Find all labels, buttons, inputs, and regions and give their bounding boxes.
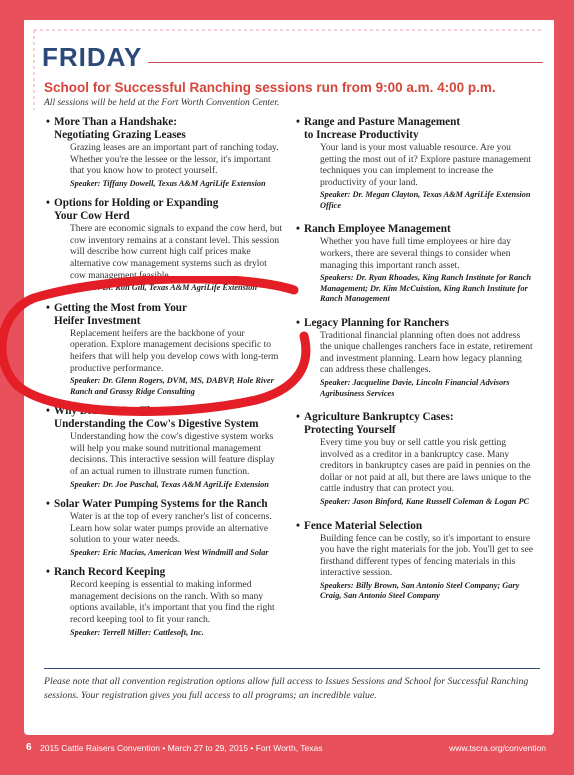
bullet-icon: •: [46, 566, 50, 579]
left-column: [46, 116, 284, 646]
day-title: FRIDAY: [42, 42, 143, 72]
session-title-line1: More Than a Handshake:: [54, 116, 177, 128]
session-title: [296, 223, 534, 236]
session-speaker: Speaker: Dr. Glenn Rogers, DVM, MS, DABVP, Hole River Ranch and Grassy Ridge Consulting: [70, 376, 274, 396]
bullet-icon: •: [46, 405, 50, 418]
session-title-line1: Agriculture Bankruptcy Cases:: [304, 411, 454, 424]
session-speaker: Speaker: Dr. Joe Paschal, Texas A&M AgriLife Extension: [70, 479, 269, 489]
session-title-line1: Getting the Most from Your: [54, 301, 187, 314]
session-speaker: Speaker: Eric Macias, American West Windmill and Solar: [70, 547, 269, 557]
session-description: There are economic signals to expand the cow herd, but cow inventory remains at a constant level. This session will describe how current high calf prices make alternative cow management systems such as drylot cow management feasible.: [70, 224, 283, 281]
session-title-line1: Solar Water Pumping Systems for the Ranch: [54, 498, 268, 510]
bullet-icon: •: [296, 116, 300, 128]
session-title-line1: Range and Pasture Management: [304, 116, 461, 128]
session-title-line2: Understanding the Cow's Digestive System: [54, 418, 259, 431]
session-title: [46, 405, 284, 431]
session-title-line1: Ranch Record Keeping: [54, 566, 166, 579]
session-description: Grazing leases are an important part of ranching today. Whether you're the lessee or the lessor, it's important that you know how to protect yourself.: [70, 143, 279, 177]
session-speaker: Speakers: Billy Brown, San Antonio Steel Company; Gary Craig, San Antonio Steel Company: [320, 580, 520, 601]
session-item: [296, 317, 534, 399]
session-description: Understanding how the cow's digestive system works will help you make sound nutritional management decisions. This interactive session will feature display of an actual rumen to illustrate rumen function.: [70, 432, 275, 477]
session-title: [46, 302, 284, 328]
session-item: [46, 566, 284, 638]
session-title: [46, 116, 284, 142]
footer-event: 2015 Cattle Raisers Convention • March 27 to 29, 2015 • Fort Worth, Texas: [40, 743, 323, 753]
session-title-line1: Options for Holding or Expanding: [54, 197, 219, 210]
session-item: [46, 302, 284, 397]
bullet-icon: •: [296, 223, 300, 236]
session-speaker: Speaker: Dr. Megan Clayton, Texas A&M AgriLife Extension Office: [320, 190, 531, 210]
session-speaker: Speakers: Dr. Ryan Rhoades, King Ranch Institute for Ranch Management; Dr. Kim McCuistion, King Ranch Institute for Ranch Management: [320, 273, 532, 304]
session-speaker: Speaker: Jacqueline Davie, Lincoln Financial Advisors Agribusiness Services: [320, 378, 510, 398]
session-item: [296, 223, 534, 304]
bullet-icon: •: [46, 116, 50, 128]
footnote: Please note that all convention registration options allow full access to Issues Sessions and School for Successful Ranching sessions. Your registration gives you full access to all programs; an incredible value.: [44, 676, 529, 701]
session-speaker: Speaker: Tiffany Dowell, Texas A&M AgriLife Extension: [70, 178, 266, 188]
session-item: [46, 405, 284, 490]
session-item: [296, 411, 534, 507]
session-description: Record keeping is essential to making informed management decisions on the ranch. With so many options available, it's important that you find the right record keeping tool to fit your ranch.: [70, 580, 275, 626]
session-item: [46, 197, 284, 293]
session-title-line1: Fence Material Selection: [304, 519, 423, 532]
session-description: Replacement heifers are the backbone of your operation. Explore management decisions specific to heifers that will help you develop cows with long-term productive performance.: [70, 328, 279, 374]
session-item: [46, 498, 284, 558]
footnote-rule: [44, 668, 540, 669]
session-description: Every time you buy or sell cattle you risk getting involved as a creditor in a bankruptcy case. Many creditors in bankruptcy cases are paid in pennies on the dollar or not paid at all, but there are laws unique to the cattle industry that can protect you.: [320, 438, 531, 495]
session-description: Your land is your most valuable resource. Are you getting the most out of it? Explore pasture management techniques you can implement to increase the productivity of your land.: [320, 143, 532, 188]
session-description: Water is at the top of every rancher's list of concerns. Learn how solar water pumps provide an alternative solution to your water needs.: [70, 512, 272, 546]
session-title-line2: Protecting Yourself: [304, 424, 396, 437]
session-title: [46, 197, 284, 223]
bullet-icon: •: [296, 411, 300, 424]
bullet-icon: •: [46, 301, 50, 314]
session-description: Traditional financial planning often does not address the unique challenges ranchers face in estate, retirement and investment planning. Learn how legacy planning can address these challenges.: [320, 330, 533, 376]
session-description: Whether you have full time employees or hire day workers, there are several things to consider when managing this important ranch asset.: [320, 237, 511, 271]
session-title-line1: Why Did She Eat That?: [54, 405, 169, 418]
session-title: [296, 520, 534, 533]
schedule-subtitle: School for Successful Ranching sessions run from 9:00 a.m. 4:00 p.m.: [44, 80, 496, 95]
session-title-line1: Ranch Employee Management: [304, 223, 451, 236]
footer-url[interactable]: www.tscra.org/convention: [449, 743, 546, 753]
session-title-line2: Negotiating Grazing Leases: [54, 129, 186, 141]
session-title: [46, 498, 284, 511]
session-description: Building fence can be costly, so it's important to ensure you have the right materials for the job. You'll get to see firsthand different types of fencing materials in this interactive session.: [320, 533, 534, 579]
session-title-line2: Your Cow Herd: [54, 210, 130, 223]
page-number: 6: [26, 742, 32, 753]
title-rule: [148, 62, 543, 63]
bullet-icon: •: [46, 498, 50, 510]
session-title-line1: Legacy Planning for Ranchers: [304, 316, 449, 329]
session-speaker: Speaker: Jason Binford, Kane Russell Coleman & Logan PC: [320, 497, 530, 506]
session-speaker: Speaker: Dr. Ron Gill, Texas A&M AgriLife Extension: [70, 283, 257, 293]
session-item: [296, 116, 534, 211]
right-column: [296, 116, 534, 614]
session-speaker: Speaker: Terrell Miller: Cattlesoft, Inc.: [70, 627, 204, 637]
session-title: [46, 566, 284, 579]
session-item: [46, 116, 284, 189]
bullet-icon: •: [296, 519, 300, 532]
bullet-icon: •: [46, 197, 50, 210]
session-item: [296, 520, 534, 602]
location-note: All sessions will be held at the Fort Worth Convention Center.: [44, 98, 280, 108]
page-footer: [0, 738, 574, 758]
session-title-line2: Heifer Investment: [54, 314, 141, 327]
bullet-icon: •: [296, 316, 300, 329]
session-title-line2: to Increase Productivity: [304, 129, 419, 141]
page-panel: [24, 20, 554, 735]
session-title: [296, 317, 534, 330]
session-title: [296, 116, 534, 142]
session-title: [296, 411, 534, 437]
